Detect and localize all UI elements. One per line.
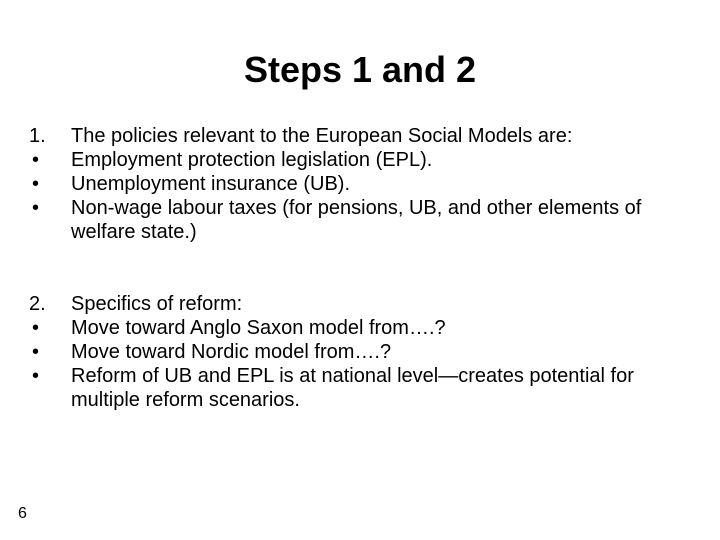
bullet-icon: • — [32, 341, 40, 363]
bullet-icon: • — [32, 365, 40, 387]
list-item-text: The policies relevant to the European Social Models are: — [71, 125, 573, 147]
list-item-text: Reform of UB and EPL is at national level—creates potential for multiple reform scenarios. — [71, 365, 634, 411]
slide-number: 6 — [18, 505, 27, 522]
list-item — [29, 340, 679, 364]
list-item-text: Move toward Nordic model from….? — [71, 341, 392, 363]
list-item — [29, 316, 679, 340]
list-item — [29, 292, 679, 316]
list-item-text: Specifics of reform: — [71, 293, 243, 315]
policies-list — [29, 124, 679, 244]
bullet-icon: • — [32, 317, 40, 339]
list-number: 2. — [29, 293, 46, 315]
bullet-icon: • — [32, 197, 40, 219]
reform-list — [29, 292, 679, 412]
list-item-text: Employment protection legislation (EPL). — [71, 149, 433, 171]
bullet-icon: • — [32, 173, 40, 195]
list-item — [29, 124, 679, 148]
list-number: 1. — [29, 125, 46, 147]
list-item-text: Unemployment insurance (UB). — [71, 173, 350, 195]
bullet-icon: • — [32, 149, 40, 171]
list-item-text: Move toward Anglo Saxon model from….? — [71, 317, 446, 339]
list-item — [29, 148, 679, 172]
slide-title: Steps 1 and 2 — [243, 49, 477, 90]
list-item — [29, 196, 679, 244]
list-item — [29, 172, 679, 196]
list-item-text: Non-wage labour taxes (for pensions, UB, and other elements of welfare state.) — [71, 197, 642, 243]
list-item — [29, 364, 679, 412]
